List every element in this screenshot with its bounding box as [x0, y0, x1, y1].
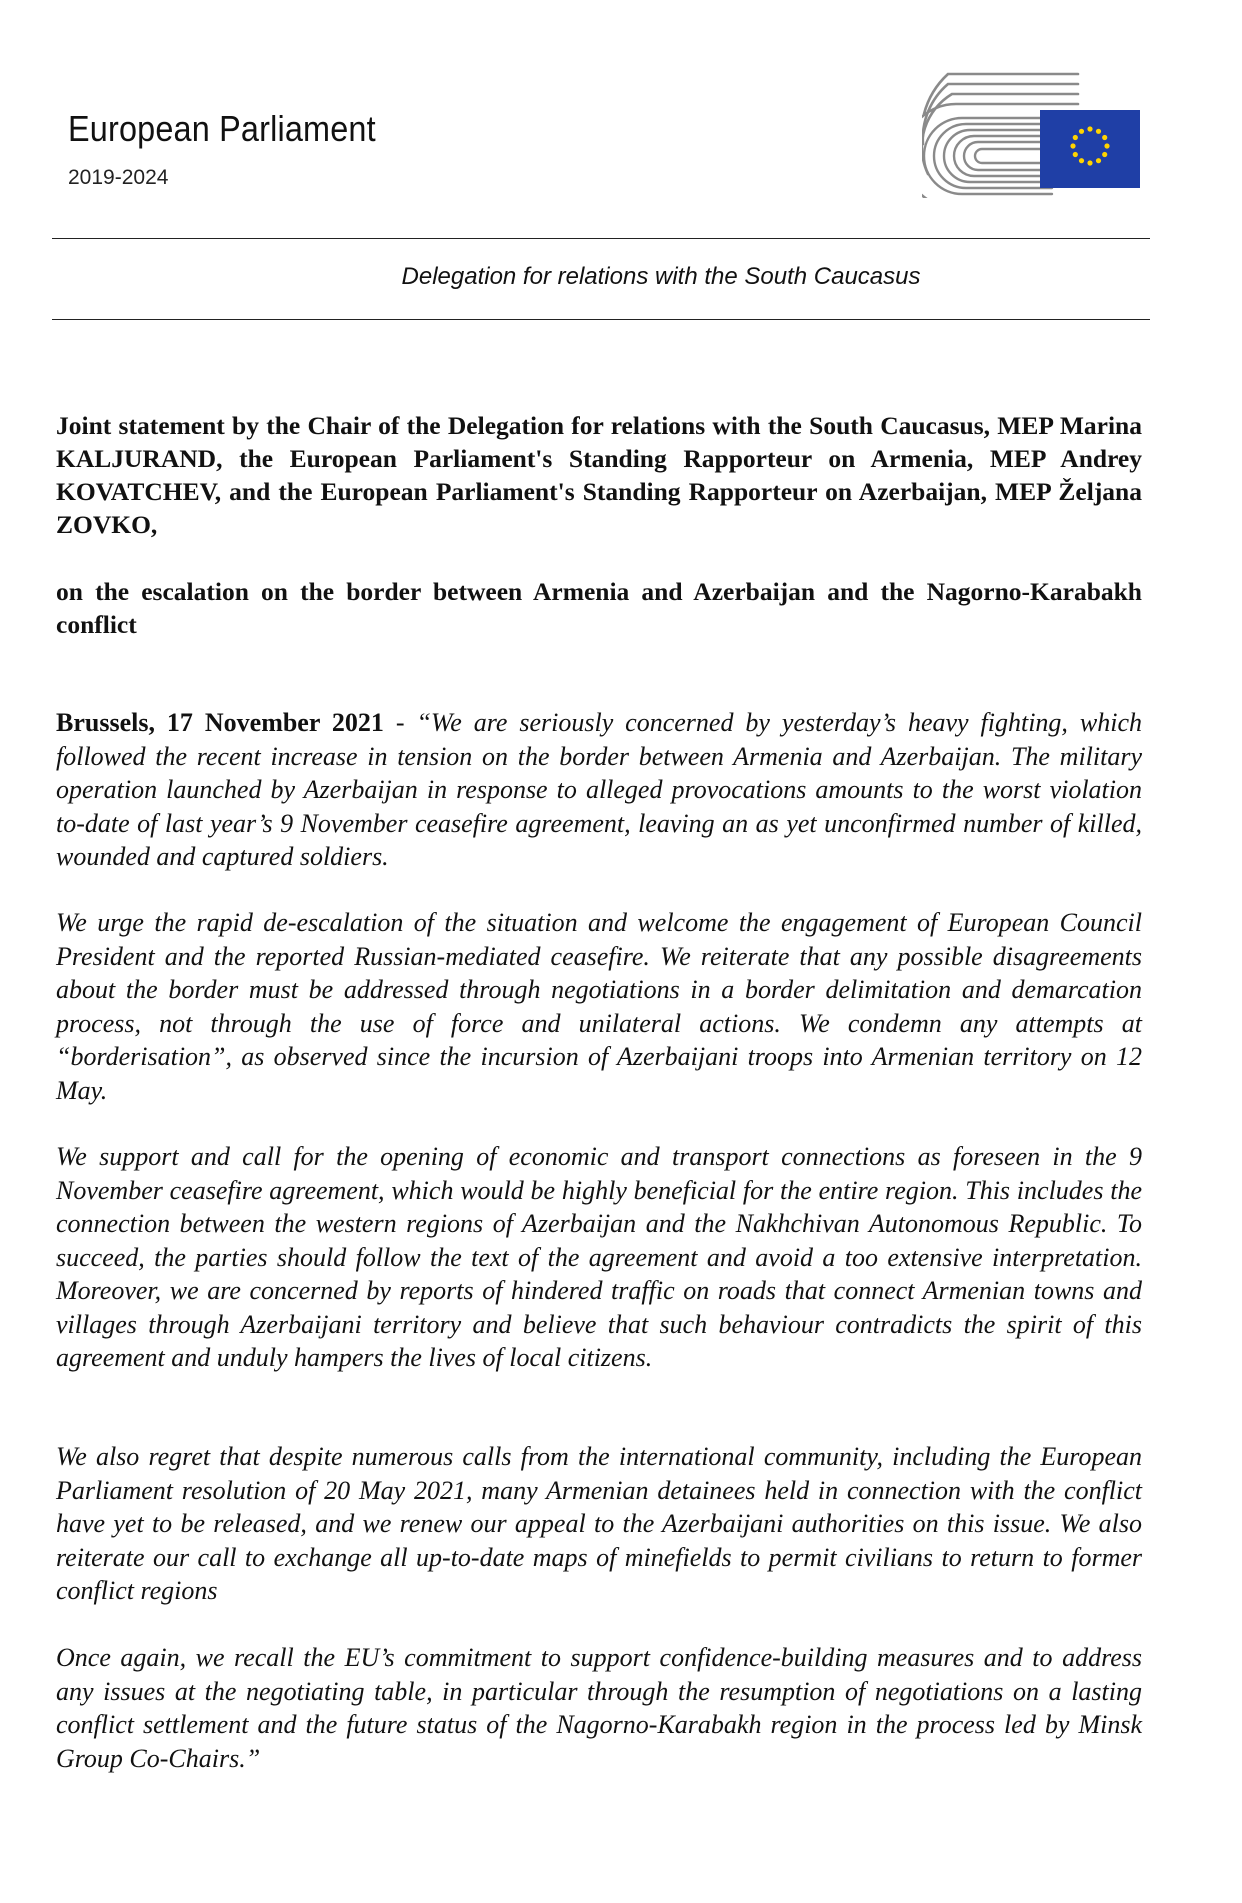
delegation-name: Delegation for relations with the South Caucasus — [401, 263, 921, 290]
institution-name: European Parliament — [68, 108, 376, 149]
statement-title: Joint statement by the Chair of the Delegation for relations with the South Caucasus, MEP Marina KALJURAND, the European Parliament's Standing Rapporteur on Armenia, MEP Andrey KOVATCHEV, and the European Parliament's Standing Rapporteur on Azerbaijan, MEP Željana ZOVKO, — [56, 411, 1142, 539]
body-paragraph-2: We urge the rapid de-escalation of the situation and welcome the engagement of European Council President and the reported Russian-mediated ceasefire. We reiterate that any possible disagreements about the border must be addressed through negotiations in a border delimitation and demarcation process, not through the use of force and unilateral actions. We condemn any attempts at “borderisation”, as observed since the incursion of Azerbaijani troops into Armenian territory on 12 May. — [56, 908, 1142, 1105]
body-paragraph-1 — [56, 706, 1142, 874]
body-paragraph-5: Once again, we recall the EU’s commitment to support confidence-building measures and to address any issues at the negotiating table, in particular through the resumption of negotiations on a lasting conflict settlement and the future status of the Nagorno-Karabakh region in the process led by Minsk Group Co-Chairs.” — [56, 1643, 1142, 1773]
dateline-separator: - — [383, 708, 417, 737]
header-divider-top — [52, 238, 1150, 239]
statement-subject: on the escalation on the border between Armenia and Azerbaijan and the Nagorno-Karabakh conflict — [56, 577, 1142, 639]
parliament-term: 2019-2024 — [68, 166, 169, 189]
body-paragraph-3: We support and call for the opening of economic and transport connections as foreseen in the 9 November ceasefire agreement, which would be highly beneficial for the entire region. This includes the connection between the western regions of Azerbaijan and the Nakhchivan Autonomous Republic. To succeed, the parties should follow the text of the agreement and avoid a too extensive interpretation. Moreover, we are concerned by reports of hindered traffic on roads that connect Armenian towns and villages through Azerbaijani territory and believe that such behaviour contradicts the spirit of this agreement and unduly hampers the lives of local citizens. — [56, 1142, 1142, 1372]
european-parliament-logo-icon — [922, 64, 1146, 198]
body-paragraph-4: We also regret that despite numerous calls from the international community, including the European Parliament resolution of 20 May 2021, many Armenian detainees held in connection with the conflict have yet to be released, and we renew our appeal to the Azerbaijani authorities on this issue. We also reiterate our call to exchange all up-to-date maps of minefields to permit civilians to return to former conflict regions — [56, 1442, 1142, 1605]
dateline: Brussels, 17 November 2021 — [56, 708, 384, 737]
header-divider-bottom — [52, 319, 1150, 320]
paragraph-1-text: “We are seriously concerned by yesterday’s heavy fighting, which followed the recent increase in tension on the border between Armenia and Azerbaijan. The military operation launched by Azerbaijan in response to alleged provocations amounts to the worst violation to-date of last year’s 9 November ceasefire agreement, leaving an as yet unconfirmed number of killed, wounded and captured soldiers. — [56, 708, 1142, 871]
